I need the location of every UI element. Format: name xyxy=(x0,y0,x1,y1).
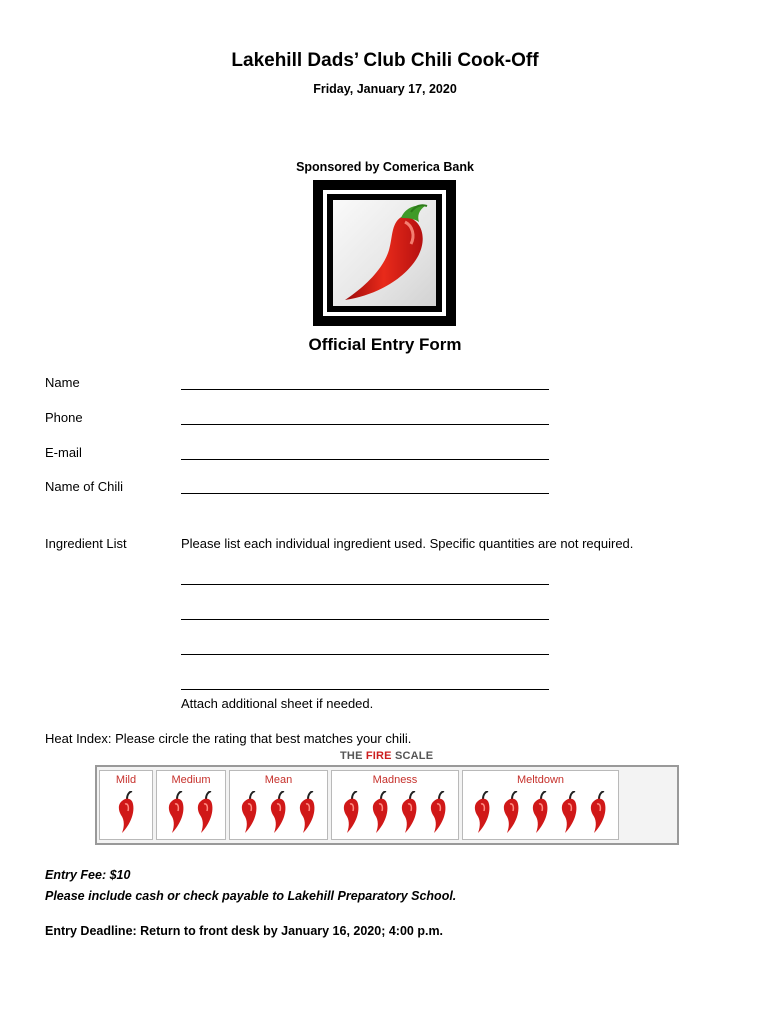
chili-pepper-icon xyxy=(431,791,446,833)
fire-level-label: Mean xyxy=(264,774,293,786)
fire-scale-chart xyxy=(95,765,679,845)
fire-level-label: Medium xyxy=(171,774,211,786)
entry-deadline: Entry Deadline: Return to front desk by January 16, 2020; 4:00 p.m. xyxy=(45,924,444,938)
fire-level-medium[interactable] xyxy=(156,770,226,840)
ingredient-line[interactable] xyxy=(181,584,549,585)
name-field[interactable] xyxy=(181,389,549,390)
chili-pepper-icon xyxy=(533,791,548,833)
chili-pepper-icon xyxy=(169,791,184,833)
ingredient-line[interactable] xyxy=(181,654,549,655)
entry-fee: Entry Fee: $10 xyxy=(45,868,131,882)
ingredient-line[interactable] xyxy=(181,689,549,690)
sponsor-line: Sponsored by Comerica Bank xyxy=(296,160,474,174)
fire-scale-title: THE FIRE SCALE xyxy=(340,750,434,762)
chili-pepper-icon xyxy=(271,791,286,833)
pepper-row xyxy=(162,791,220,837)
fire-level-label: Mild xyxy=(115,774,137,786)
heat-index-instructions: Heat Index: Please circle the rating that best matches your chili. xyxy=(45,731,412,746)
fire-level-label: Madness xyxy=(372,774,418,786)
chili-pepper-icon xyxy=(198,791,213,833)
chili-pepper-photo xyxy=(313,180,456,326)
fire-level-madness[interactable] xyxy=(331,770,459,840)
payment-instructions: Please include cash or check payable to Lakehill Preparatory School. xyxy=(45,889,457,903)
red-chili-pepper-icon xyxy=(333,200,436,306)
chili-pepper-icon xyxy=(344,791,359,833)
chili-name-label: Name of Chili xyxy=(45,479,124,494)
fire-level-mean[interactable] xyxy=(229,770,328,840)
chili-pepper-icon xyxy=(373,791,388,833)
event-title: Lakehill Dads’ Club Chili Cook-Off xyxy=(231,50,539,71)
fire-level-label: Meltdown xyxy=(516,774,565,786)
chili-pepper-icon xyxy=(504,791,519,833)
name-label: Name xyxy=(45,375,80,390)
event-date: Friday, January 17, 2020 xyxy=(313,82,457,96)
pepper-row xyxy=(468,791,613,837)
chili-pepper-icon xyxy=(475,791,490,833)
chili-pepper-icon xyxy=(402,791,417,833)
fire-level-meltdown[interactable] xyxy=(462,770,619,840)
phone-label: Phone xyxy=(45,410,83,425)
fire-level-mild[interactable] xyxy=(99,770,153,840)
ingredient-instructions: Please list each individual ingredient used. Specific quantities are not required. xyxy=(181,536,634,551)
attach-note: Attach additional sheet if needed. xyxy=(181,696,374,711)
chili-pepper-icon xyxy=(591,791,606,833)
pepper-row xyxy=(337,791,453,837)
ingredient-line[interactable] xyxy=(181,619,549,620)
pepper-row xyxy=(112,791,141,837)
pepper-row xyxy=(235,791,322,837)
email-field[interactable] xyxy=(181,459,549,460)
chili-pepper-icon xyxy=(118,791,133,833)
chili-pepper-icon xyxy=(562,791,577,833)
chili-name-field[interactable] xyxy=(181,493,549,494)
chili-pepper-icon xyxy=(242,791,257,833)
form-heading: Official Entry Form xyxy=(308,335,462,354)
ingredient-list-label: Ingredient List xyxy=(45,536,127,551)
email-label: E-mail xyxy=(45,445,82,460)
phone-field[interactable] xyxy=(181,424,549,425)
chili-pepper-icon xyxy=(300,791,315,833)
